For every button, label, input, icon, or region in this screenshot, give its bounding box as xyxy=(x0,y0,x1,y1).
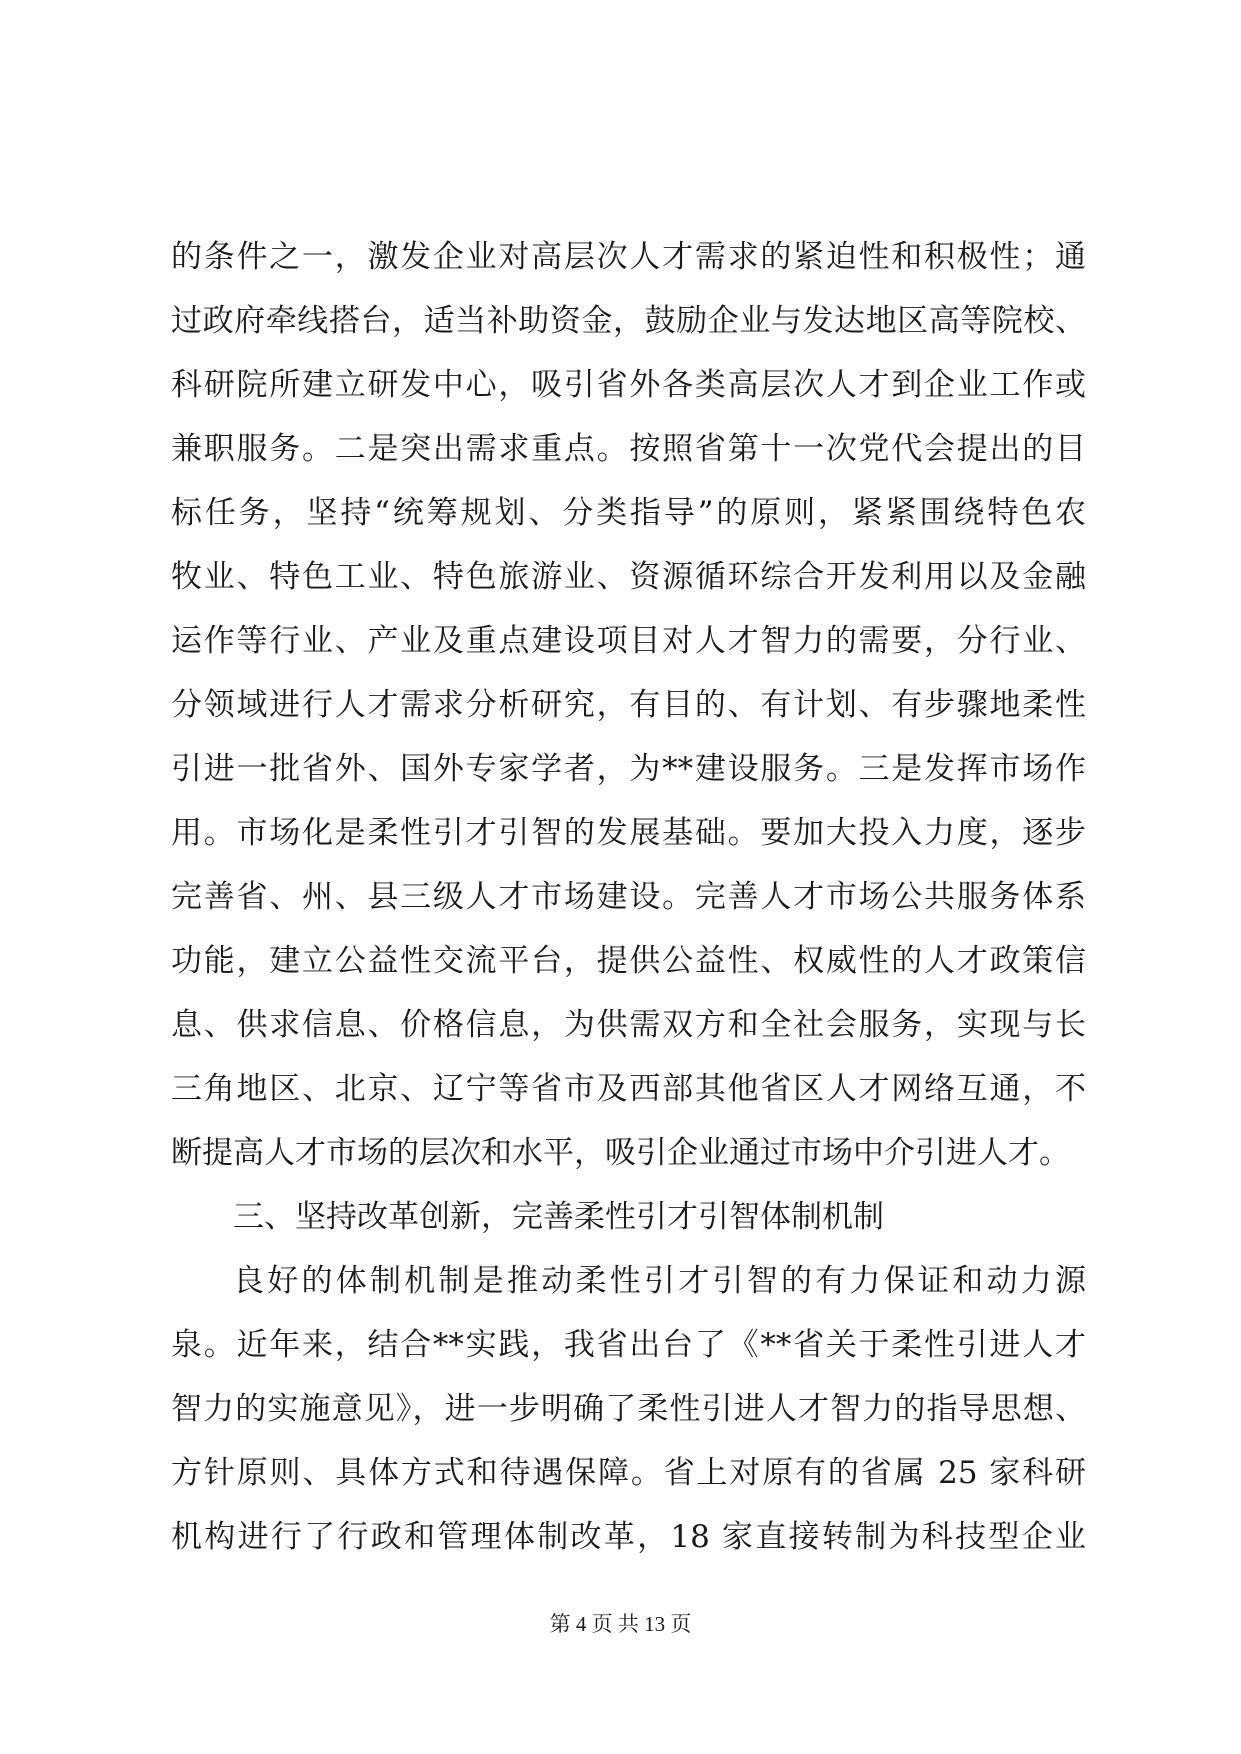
body-line-11: 完善省、州、县三级人才市场建设。完善人才市场公共服务体系 xyxy=(171,879,1086,915)
page-number-footer: 第 4 页 共 13 页 xyxy=(549,1612,692,1636)
body-line-19: 方针原则、具体方式和待遇保障。省上对原有的省属 25 家科研 xyxy=(171,1455,1086,1491)
body-line-17: 泉。近年来，结合**实践，我省出台了《**省关于柔性引进人才 xyxy=(171,1327,1086,1363)
body-line-1: 的条件之一，激发企业对高层次人才需求的紧迫性和积极性；通 xyxy=(171,239,1086,275)
body-line-10: 用。市场化是柔性引才引智的发展基础。要加大投入力度，逐步 xyxy=(171,815,1086,851)
body-line-18: 智力的实施意见》，进一步明确了柔性引进人才智力的指导思想、 xyxy=(171,1391,1086,1427)
body-line-9: 引进一批省外、国外专家学者，为**建设服务。三是发挥市场作 xyxy=(171,751,1086,787)
body-line-14: 三角地区、北京、辽宁等省市及西部其他省区人才网络互通，不 xyxy=(171,1071,1086,1107)
body-line-6: 牧业、特色工业、特色旅游业、资源循环综合开发利用以及金融 xyxy=(171,559,1086,595)
body-line-16: 良好的体制机制是推动柔性引才引智的有力保证和动力源 xyxy=(233,1263,1086,1299)
document-body xyxy=(171,225,1086,1569)
body-line-5: 标任务，坚持“统筹规划、分类指导”的原则，紧紧围绕特色农 xyxy=(171,495,1086,531)
body-line-4: 兼职服务。二是突出需求重点。按照省第十一次党代会提出的目 xyxy=(171,431,1086,467)
body-line-13: 息、供求信息、价格信息，为供需双方和全社会服务，实现与长 xyxy=(171,1007,1086,1043)
body-line-12: 功能，建立公益性交流平台，提供公益性、权威性的人才政策信 xyxy=(171,943,1086,979)
body-line-2: 过政府牵线搭台，适当补助资金，鼓励企业与发达地区高等院校、 xyxy=(171,303,1086,339)
body-line-20: 机构进行了行政和管理体制改革，18 家直接转制为科技型企业 xyxy=(171,1519,1086,1555)
section-heading: 三、坚持改革创新，完善柔性引才引智体制机制 xyxy=(233,1199,884,1235)
body-line-15: 断提高人才市场的层次和水平，吸引企业通过市场中介引进人才。 xyxy=(171,1135,1070,1171)
body-line-3: 科研院所建立研发中心，吸引省外各类高层次人才到企业工作或 xyxy=(171,367,1086,403)
body-line-7: 运作等行业、产业及重点建设项目对人才智力的需要，分行业、 xyxy=(171,623,1086,659)
body-line-8: 分领域进行人才需求分析研究，有目的、有计划、有步骤地柔性 xyxy=(171,687,1086,723)
